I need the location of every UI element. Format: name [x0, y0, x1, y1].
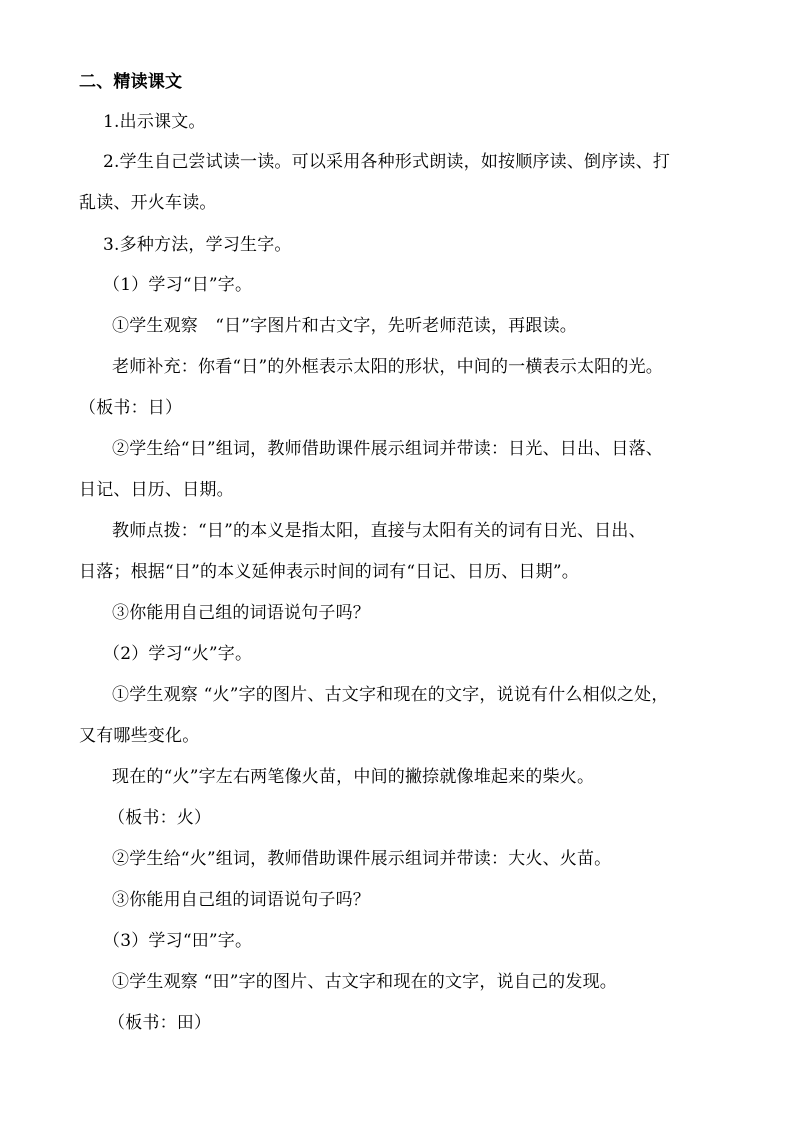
paragraph-line: ①学生观察 “田”字的图片、古文字和现在的文字，说自己的发现。	[112, 972, 617, 992]
paragraph-line: ①学生观察 “火”字的图片、古文字和现在的文字，说说有什么相似之处，	[112, 685, 669, 705]
paragraph-line: （2）学习“火”字。	[103, 644, 253, 664]
paragraph-line: 日记、日历、日期。	[79, 480, 234, 500]
paragraph-line: （3）学习“田”字。	[103, 931, 253, 951]
paragraph-line: （板书：火）	[108, 808, 212, 828]
paragraph-line: （板书：日）	[79, 398, 183, 418]
paragraph-line: ②学生给“火”组词，教师借助课件展示组词并带读：大火、火苗。	[112, 849, 612, 869]
paragraph-line: ③你能用自己组的词语说句子吗？	[112, 603, 370, 623]
paragraph-line: 又有哪些变化。	[79, 726, 200, 746]
paragraph-line: （板书：田）	[108, 1013, 212, 1033]
paragraph-line: 3.多种方法，学习生字。	[103, 235, 292, 255]
paragraph-line: 乱读、开火车读。	[79, 193, 217, 213]
paragraph-line: （1）学习“日”字。	[103, 275, 253, 295]
paragraph-line: ③你能用自己组的词语说句子吗？	[112, 890, 370, 910]
paragraph-line: 日落；根据“日”的本义延伸表示时间的词有“日记、日历、日期”。	[79, 562, 579, 582]
paragraph-line: ①学生观察 “日”字图片和古文字，先听老师范读，再跟读。	[112, 316, 577, 336]
paragraph-line: 现在的“火”字左右两笔像火苗，中间的撇捺就像堆起来的柴火。	[112, 767, 595, 787]
paragraph-line: 教师点拨：“日”的本义是指太阳，直接与太阳有关的词有日光、日出、	[112, 521, 646, 541]
paragraph-line: 2.学生自己尝试读一读。可以采用各种形式朗读，如按顺序读、倒序读、打	[103, 152, 671, 172]
section-heading: 二、精读课文	[79, 72, 183, 92]
paragraph-line: 老师补充：你看“日”的外框表示太阳的形状，中间的一横表示太阳的光。	[112, 357, 663, 377]
paragraph-line: ②学生给“日”组词，教师借助课件展示组词并带读：日光、日出、日落、	[112, 439, 663, 459]
paragraph-line: 1.出示课文。	[103, 112, 206, 132]
